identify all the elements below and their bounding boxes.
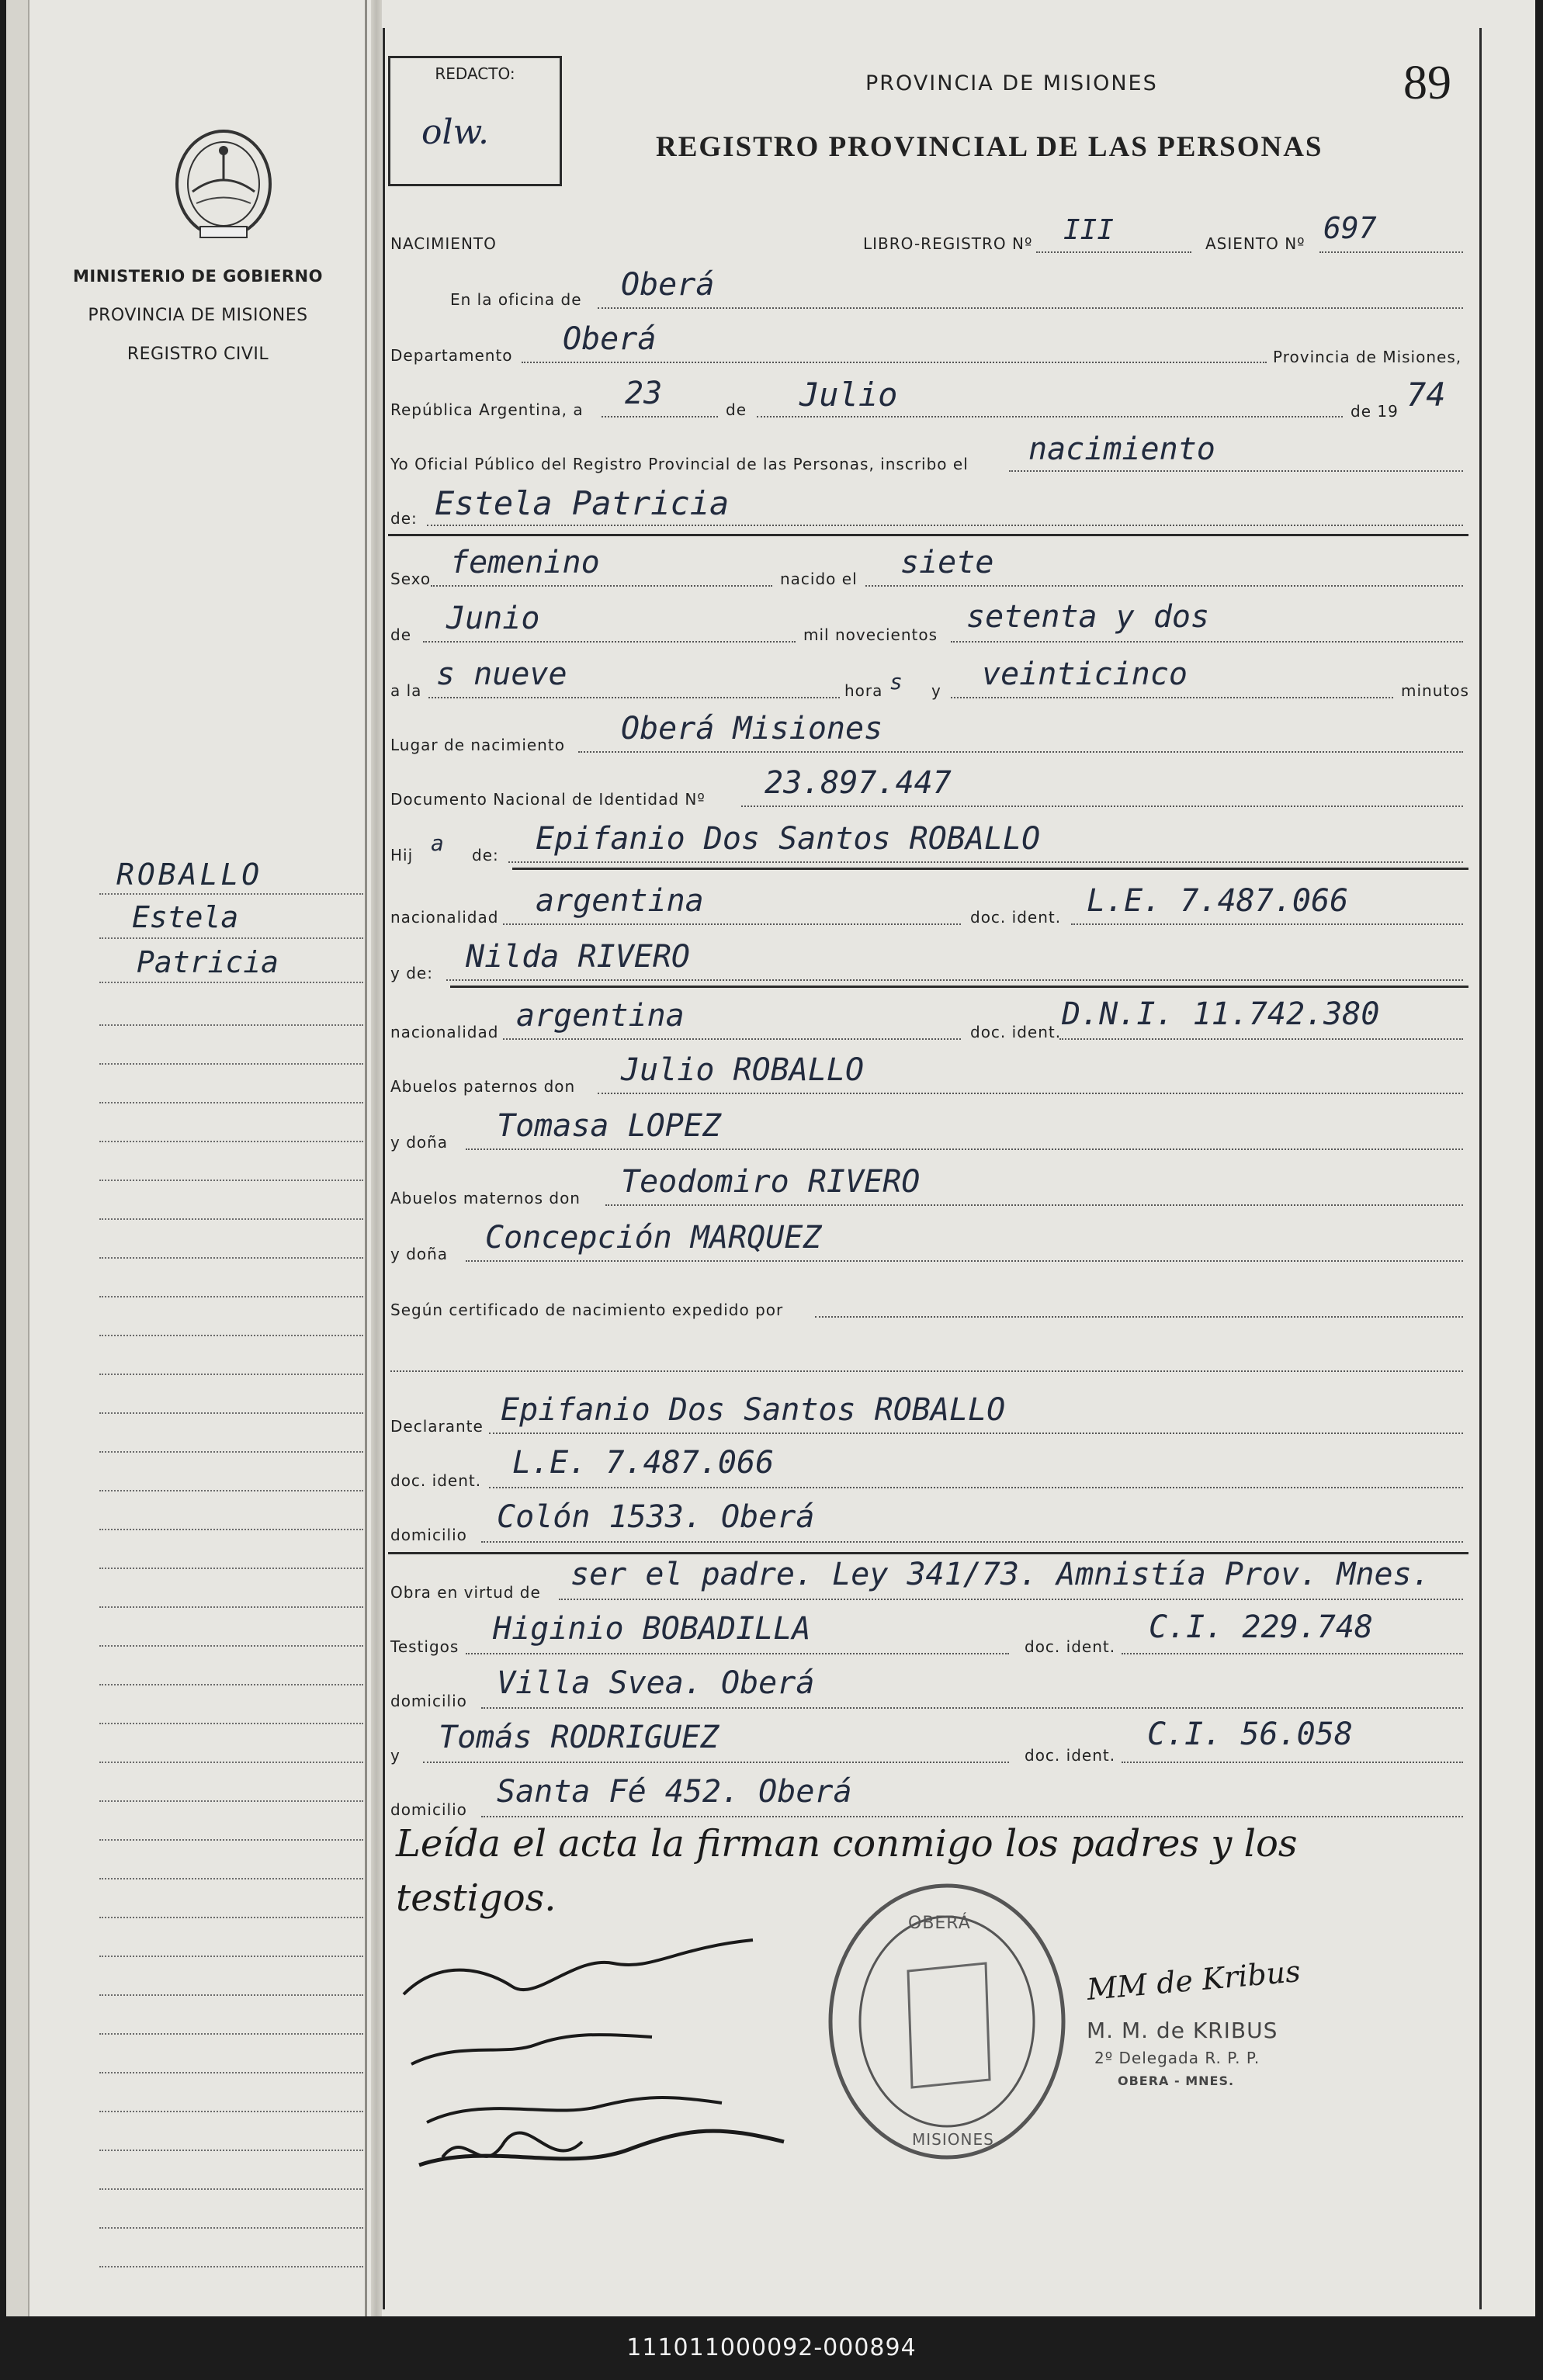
- dni-label: Documento Nacional de Identidad Nº: [390, 790, 706, 809]
- mother-nationality-label: nacionalidad: [390, 1023, 499, 1041]
- margin-rule: [99, 2072, 363, 2073]
- birthplace-line: [578, 751, 1463, 753]
- closing-text-line1: Leída el acta la firman conmigo los padres y los: [396, 1822, 1298, 1866]
- stamp-bottom-text: MISIONES: [912, 2130, 994, 2149]
- certificate-label: Según certificado de nacimiento expedido por: [390, 1301, 784, 1319]
- certificate-line: [815, 1316, 1463, 1318]
- margin-rule: [99, 1917, 363, 1918]
- at-label: a la: [390, 681, 422, 700]
- witness2-and: y: [390, 1746, 400, 1765]
- father-divider: [512, 868, 1468, 870]
- margin-rule: [99, 1723, 363, 1724]
- section-divider: [388, 534, 1468, 536]
- binding-strip: [371, 0, 382, 2316]
- name-line: [427, 525, 1463, 526]
- paternal-grandmother-label: y doña: [390, 1133, 449, 1152]
- margin-rule: [99, 1800, 363, 1802]
- father-doc-line: [1071, 923, 1463, 925]
- father-name: Epifanio Dos Santos ROBALLO: [536, 821, 1041, 857]
- paternal-grandfather-label: Abuelos paternos don: [390, 1077, 576, 1096]
- margin-rule: [99, 1063, 363, 1065]
- closing-text-line2: testigos.: [396, 1876, 557, 1920]
- and-label: y: [931, 681, 941, 700]
- de-name-label: de:: [390, 509, 418, 528]
- ministry-heading: MINISTERIO DE GOBIERNO: [73, 267, 323, 286]
- hours-label: hora: [844, 681, 883, 700]
- margin-rule: [99, 893, 363, 895]
- certificate-line-2: [390, 1370, 1463, 1372]
- mother-doc-line: [1059, 1038, 1463, 1040]
- mother-divider: [450, 986, 1468, 988]
- witnesses-label: Testigos: [390, 1637, 459, 1656]
- minutes-value: veinticinco: [982, 656, 1188, 692]
- page-spine: [365, 0, 367, 2316]
- official-place: OBERA - MNES.: [1118, 2073, 1235, 2088]
- asiento-value: 697: [1323, 211, 1377, 245]
- office-label: En la oficina de: [450, 290, 582, 309]
- department-line: [522, 362, 1267, 363]
- oficial-label: Yo Oficial Público del Registro Provincial de las Personas, inscribo el: [390, 455, 969, 473]
- redacto-label: REDACTO:: [435, 64, 515, 83]
- province-heading: PROVINCIA DE MISIONES: [88, 306, 308, 325]
- margin-second-name: Patricia: [137, 945, 279, 979]
- record-type-label: NACIMIENTO: [390, 234, 497, 253]
- sex-line: [431, 585, 772, 587]
- minutes-line: [951, 697, 1393, 698]
- year-words-line: [951, 641, 1463, 643]
- month-line: [757, 416, 1343, 417]
- republic-label: República Argentina, a: [390, 400, 584, 419]
- father-nationality-line: [503, 923, 961, 925]
- birthplace-value: Oberá Misiones: [621, 711, 883, 747]
- day-value: 23: [625, 376, 663, 411]
- official-name: M. M. de KRIBUS: [1087, 2018, 1278, 2043]
- witness2-name: Tomás RODRIGUEZ: [439, 1720, 719, 1755]
- margin-rule: [99, 1257, 363, 1259]
- birthplace-label: Lugar de nacimiento: [390, 736, 565, 754]
- official-signature: MM de Kribus: [1085, 1954, 1302, 2007]
- witness2-line: [423, 1762, 1009, 1763]
- declarant-label: Declarante: [390, 1417, 484, 1436]
- redacto-box: [388, 56, 562, 186]
- born-day-value: siete: [900, 545, 994, 580]
- margin-rule: [99, 1956, 363, 1957]
- obra-line: [559, 1599, 1463, 1600]
- maternal-grandmother-line: [466, 1260, 1463, 1262]
- margin-rule: [99, 1024, 363, 1026]
- margin-rule: [99, 1645, 363, 1647]
- margin-rule: [99, 2266, 363, 2267]
- witness1-doc-line: [1122, 1653, 1463, 1654]
- dni-value: 23.897.447: [765, 765, 952, 801]
- father-line: [508, 861, 1463, 863]
- child-of-de: de:: [472, 846, 499, 864]
- child-of-label: Hij: [390, 846, 414, 864]
- margin-rule: [99, 2150, 363, 2151]
- margin-first-name: Estela: [132, 900, 239, 934]
- father-nationality-value: argentina: [536, 883, 704, 919]
- margin-rule: [99, 1878, 363, 1879]
- and-of-label: y de:: [390, 964, 433, 982]
- born-label: nacido el: [780, 570, 858, 588]
- child-of-suffix: a: [431, 830, 444, 856]
- margin-rule: [99, 1218, 363, 1220]
- witness2-address-label: domicilio: [390, 1800, 467, 1819]
- mother-nationality-value: argentina: [516, 998, 685, 1034]
- page-number: 89: [1403, 57, 1451, 109]
- witness2-doc-value: C.I. 56.058: [1147, 1717, 1353, 1752]
- department-label: Departamento: [390, 346, 513, 365]
- margin-rule: [99, 1335, 363, 1336]
- office-value: Oberá: [621, 267, 715, 303]
- paternal-grandfather-value: Julio ROBALLO: [621, 1052, 865, 1088]
- obra-value: ser el padre. Ley 341/73. Amnistía Prov. Mnes.: [570, 1557, 1430, 1592]
- oficial-line: [1009, 470, 1463, 472]
- witness2-address-value: Santa Fé 452. Oberá: [497, 1774, 852, 1810]
- stamp-top-text: OBERÁ: [908, 1914, 971, 1933]
- margin-rule: [99, 2033, 363, 2035]
- declarant-doc-label: doc. ident.: [390, 1471, 482, 1490]
- margin-rule: [99, 982, 363, 983]
- witness1-doc-label: doc. ident.: [1025, 1637, 1116, 1656]
- dni-line: [741, 805, 1463, 807]
- registered-name: Estela Patricia: [435, 484, 730, 522]
- mother-nationality-line: [503, 1038, 961, 1040]
- margin-rule: [99, 937, 363, 939]
- libro-value: III: [1063, 214, 1115, 246]
- margin-rule: [99, 1568, 363, 1569]
- margin-rule: [99, 1180, 363, 1181]
- obra-label: Obra en virtud de: [390, 1583, 541, 1602]
- witness1-name: Higinio BOBADILLA: [493, 1611, 811, 1647]
- paternal-grandfather-line: [598, 1093, 1463, 1094]
- margin-rule: [99, 1606, 363, 1608]
- birth-month-value: Junio: [446, 601, 540, 636]
- de-label: de: [726, 400, 747, 419]
- declarant-line: [489, 1433, 1463, 1434]
- witness1-address-value: Villa Svea. Oberá: [497, 1665, 815, 1701]
- paternal-grandmother-value: Tomasa LOPEZ: [497, 1108, 721, 1144]
- mil-label: mil novecientos: [803, 625, 938, 644]
- margin-rule: [99, 1994, 363, 1996]
- witness2-doc-label: doc. ident.: [1025, 1746, 1116, 1765]
- margin-surname: ROBALLO: [116, 857, 263, 892]
- father-nationality-label: nacionalidad: [390, 908, 499, 927]
- paternal-grandmother-line: [466, 1148, 1463, 1150]
- maternal-grandfather-line: [605, 1204, 1463, 1206]
- maternal-grandmother-label: y doña: [390, 1245, 449, 1263]
- witness1-address-line: [481, 1707, 1463, 1709]
- born-line: [865, 585, 1463, 587]
- redacto-initials: olw.: [421, 113, 489, 152]
- previous-page-edge: [6, 0, 29, 2316]
- margin-rule: [99, 1529, 363, 1530]
- declarant-divider: [388, 1552, 1468, 1554]
- margin-rule: [99, 2227, 363, 2229]
- handwritten-signatures-icon: [396, 1909, 799, 2188]
- hour-value: s nueve: [436, 656, 567, 692]
- month-value: Julio: [799, 376, 898, 414]
- provincial-crest-icon: [169, 126, 278, 242]
- year-value: 74: [1406, 376, 1446, 414]
- asiento-line: [1319, 251, 1463, 253]
- witness1-doc-value: C.I. 229.748: [1149, 1609, 1373, 1645]
- mother-line: [446, 979, 1463, 981]
- hours-suffix: s: [889, 669, 903, 695]
- margin-rule: [99, 1412, 363, 1414]
- day-line: [602, 416, 718, 417]
- witness1-address-label: domicilio: [390, 1692, 467, 1710]
- margin-rule: [99, 1839, 363, 1841]
- year-prefix: de 19: [1351, 402, 1399, 421]
- province-suffix: Provincia de Misiones,: [1273, 348, 1462, 366]
- margin-rule: [99, 1451, 363, 1453]
- father-doc-label: doc. ident.: [970, 908, 1062, 927]
- margin-rule: [99, 1490, 363, 1491]
- registry-heading: REGISTRO CIVIL: [127, 345, 269, 364]
- declarant-address-line: [481, 1541, 1463, 1543]
- margin-rule: [99, 1762, 363, 1763]
- mother-doc-label: doc. ident.: [970, 1023, 1062, 1041]
- de-month-label: de: [390, 625, 411, 644]
- year-words-value: setenta y dos: [966, 599, 1210, 635]
- margin-rule: [99, 1141, 363, 1142]
- mother-doc-value: D.N.I. 11.742.380: [1062, 996, 1380, 1032]
- margin-rule: [99, 2111, 363, 2112]
- mother-name: Nilda RIVERO: [466, 939, 690, 975]
- maternal-grandmother-value: Concepción MARQUEZ: [485, 1220, 822, 1256]
- libro-label: LIBRO-REGISTRO Nº: [863, 234, 1033, 253]
- father-doc-value: L.E. 7.487.066: [1087, 883, 1349, 919]
- page-title: REGISTRO PROVINCIAL DE LAS PERSONAS: [656, 131, 1323, 163]
- maternal-grandfather-label: Abuelos maternos don: [390, 1189, 581, 1207]
- declarant-doc-value: L.E. 7.487.066: [512, 1445, 775, 1481]
- declarant-address-value: Colón 1533. Oberá: [497, 1499, 815, 1535]
- department-value: Oberá: [563, 321, 657, 357]
- margin-rule: [99, 2188, 363, 2190]
- birth-month-line: [423, 641, 796, 643]
- witness2-address-line: [481, 1816, 1463, 1817]
- maternal-grandfather-value: Teodomiro RIVERO: [621, 1164, 921, 1200]
- witness2-doc-line: [1122, 1762, 1463, 1763]
- hour-line: [428, 697, 840, 698]
- minutes-label: minutos: [1401, 681, 1469, 700]
- margin-rule: [99, 1684, 363, 1685]
- margin-rule: [99, 1296, 363, 1297]
- declarant-value: Epifanio Dos Santos ROBALLO: [501, 1392, 1006, 1428]
- libro-line: [1036, 251, 1191, 253]
- declarant-doc-line: [489, 1487, 1463, 1488]
- margin-rule: [99, 1102, 363, 1103]
- witness1-line: [466, 1653, 1009, 1654]
- oficial-value: nacimiento: [1028, 431, 1215, 467]
- asiento-label: ASIENTO Nº: [1205, 234, 1305, 253]
- sex-label: Sexo: [390, 570, 432, 588]
- declarant-address-label: domicilio: [390, 1526, 467, 1544]
- header-province: PROVINCIA DE MISIONES: [865, 71, 1158, 95]
- official-role: 2º Delegada R. P. P.: [1094, 2049, 1260, 2067]
- office-line: [598, 307, 1463, 309]
- document-code-bar: 111011000092-000894: [0, 2316, 1543, 2380]
- margin-rule: [99, 1374, 363, 1375]
- sex-value: femenino: [450, 545, 600, 580]
